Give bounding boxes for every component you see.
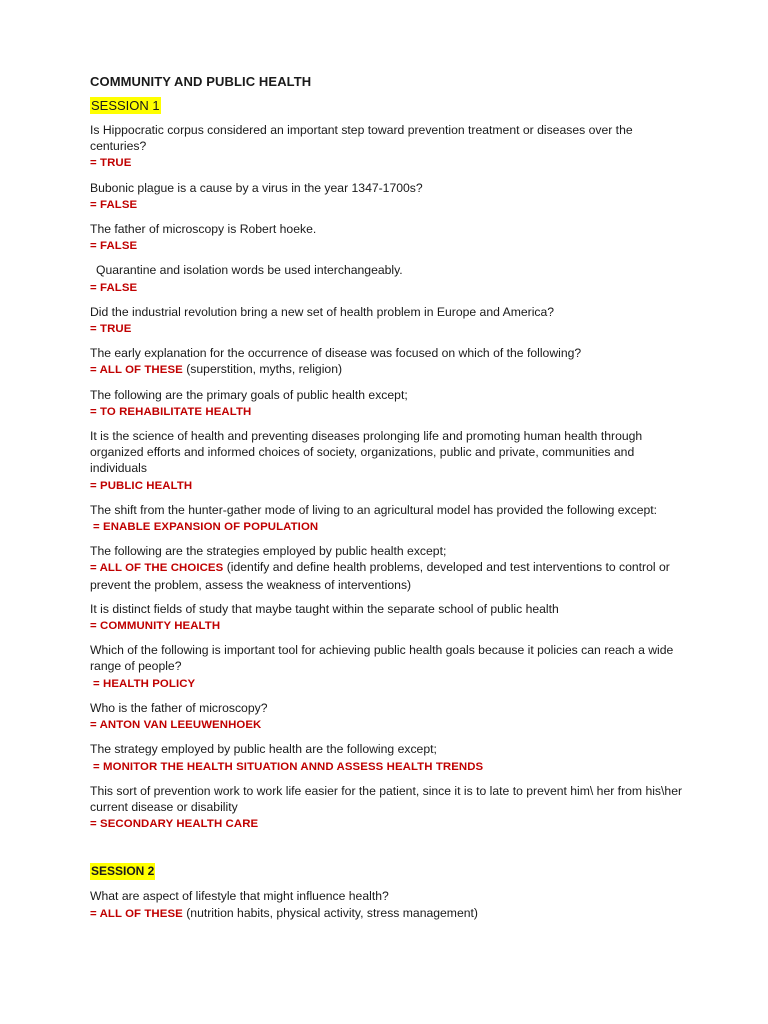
question-text: Quarantine and isolation words be used interchangeably.	[96, 263, 403, 278]
document-content	[90, 74, 690, 930]
document-title: COMMUNITY AND PUBLIC HEALTH	[90, 74, 312, 89]
answer-text: = FALSE	[90, 240, 138, 253]
qa-item	[90, 180, 690, 213]
answer-note: (superstition, myths, religion)	[182, 362, 343, 377]
qa-item	[90, 387, 690, 420]
qa-item	[90, 700, 690, 733]
question-text: What are aspect of lifestyle that might influence health?	[90, 889, 389, 904]
answer-text: = ENABLE EXPANSION OF POPULATION	[93, 521, 319, 534]
qa-item	[90, 345, 690, 378]
question-text: The father of microscopy is Robert hoeke.	[90, 222, 317, 237]
question-text: Bubonic plague is a cause by a virus in the year 1347-1700s?	[90, 180, 423, 195]
qa-item	[90, 741, 690, 774]
qa-item	[90, 502, 690, 535]
answer-text: = ALL OF THE CHOICES	[90, 562, 224, 575]
answer-text: = ANTON VAN LEEUWENHOEK	[90, 719, 262, 732]
question-text: Is Hippocratic corpus considered an important step toward prevention treatment or diseases over the centuries?	[90, 123, 633, 154]
qa-item	[90, 543, 690, 593]
question-text: The following are the strategies employed by public health except;	[90, 544, 447, 559]
answer-text: = SECONDARY HEALTH CARE	[90, 818, 259, 831]
qa-item	[90, 122, 690, 172]
question-text: It is distinct fields of study that maybe taught within the separate school of public health	[90, 601, 559, 616]
qa-item	[90, 262, 690, 295]
qa-item	[90, 783, 690, 833]
question-text: The early explanation for the occurrence of disease was focused on which of the following?	[90, 346, 582, 361]
answer-text: = ALL OF THESE	[90, 907, 183, 920]
session-2-heading: SESSION 2	[91, 864, 155, 879]
answer-note: (identify and define health problems, developed and test interventions to control or prevent the problem, assess the weakness of interventions)	[90, 560, 670, 592]
answer-text: = COMMUNITY HEALTH	[90, 620, 221, 633]
qa-item	[90, 221, 690, 254]
qa-item	[90, 888, 690, 921]
qa-item	[90, 642, 690, 692]
answer-text: = MONITOR THE HEALTH SITUATION ANND ASSESS HEALTH TRENDS	[93, 760, 484, 773]
question-text: The shift from the hunter-gather mode of living to an agricultural model has provided the following except:	[90, 502, 658, 517]
question-text: This sort of prevention work to work life easier for the patient, since it is to late to prevent him\ her from his\her current disease or disability	[90, 783, 683, 814]
answer-text: = TRUE	[90, 157, 132, 170]
question-text: It is the science of health and preventing diseases prolonging life and promoting human health through organized efforts and informed choices of society, organizations, public and private, communities and individuals	[90, 429, 643, 476]
question-text: Did the industrial revolution bring a new set of health problem in Europe and America?	[90, 304, 555, 319]
answer-text: = FALSE	[90, 281, 138, 294]
question-text: The following are the primary goals of public health except;	[90, 387, 408, 402]
qa-item	[90, 304, 690, 337]
answer-note: (nutrition habits, physical activity, stress management)	[182, 905, 478, 920]
answer-text: = ALL OF THESE	[90, 364, 183, 377]
question-text: The strategy employed by public health are the following except;	[90, 742, 437, 757]
answer-text: = HEALTH POLICY	[93, 677, 196, 690]
session-1-heading: SESSION 1	[91, 98, 160, 113]
question-text: Who is the father of microscopy?	[90, 700, 268, 715]
answer-text: = PUBLIC HEALTH	[90, 479, 193, 492]
answer-text: = TRUE	[90, 323, 132, 336]
answer-text: = FALSE	[90, 198, 138, 211]
answer-text: = TO REHABILITATE HEALTH	[90, 405, 252, 418]
qa-item	[90, 601, 690, 634]
qa-item	[90, 428, 690, 494]
question-text: Which of the following is important tool for achieving public health goals because it policies can reach a wide range of people?	[90, 643, 674, 674]
